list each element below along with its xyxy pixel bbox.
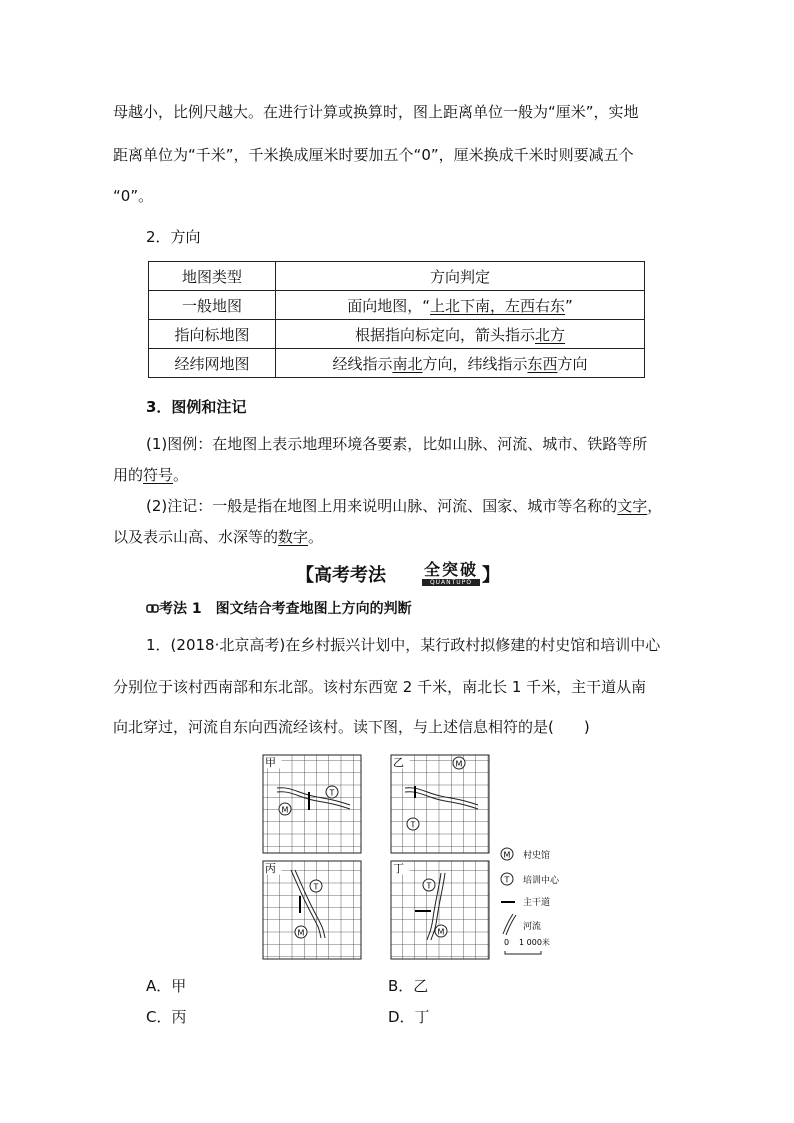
training-center-icon: T xyxy=(426,881,432,891)
paragraph-line: (2)注记：一般是指在地图上用来说明山脉、河流、国家、城市等名称的文字， xyxy=(146,497,663,515)
museum-icon: M xyxy=(455,759,463,769)
map-label: 甲 xyxy=(265,756,276,769)
training-center-icon: T xyxy=(313,882,319,892)
map-legend xyxy=(501,848,560,954)
section-heading: 3．图例和注记 xyxy=(146,398,247,416)
map-label: 丁 xyxy=(393,862,404,875)
paragraph-line: 母越小，比例尺越大。在进行计算或换算时，图上距离单位一般为“厘米”，实地 xyxy=(113,103,639,121)
table-cell: 经纬网地图 xyxy=(149,349,276,378)
map-ding xyxy=(391,861,489,959)
scale-bar xyxy=(505,951,541,954)
paragraph-line: 距离单位为“千米”，千米换成厘米时要加五个“0”，厘米换成千米时则要减五个 xyxy=(113,146,634,164)
legend-museum: 村史馆 xyxy=(523,851,551,861)
table-header-cell: 地图类型 xyxy=(149,262,276,291)
table-cell: 根据指向标定向，箭头指示北方 xyxy=(276,320,645,349)
table-cell: 指向标地图 xyxy=(149,320,276,349)
option-d: D．丁 xyxy=(388,1008,430,1026)
table-row xyxy=(149,349,645,378)
option-b: B．乙 xyxy=(388,977,429,995)
museum-icon: M xyxy=(437,927,445,937)
museum-icon: M xyxy=(503,850,511,860)
paragraph-line: 用的符号。 xyxy=(113,466,189,484)
question-line: 分别位于该村西南部和东北部。该村东西宽 2 千米，南北长 1 千米，主干道从南 xyxy=(113,678,647,696)
method-heading: 考法 1 图文结合考查地图上方向的判断 xyxy=(146,598,412,618)
training-center-icon: T xyxy=(410,820,416,830)
question-line: 1．(2018·北京高考)在乡村振兴计划中，某行政村拟修建的村史馆和培训中心 xyxy=(146,636,661,654)
table-header-cell: 方向判定 xyxy=(276,262,645,291)
table-row xyxy=(149,320,645,349)
table-cell: 一般地图 xyxy=(149,291,276,320)
legend-road: 主干道 xyxy=(523,898,551,908)
option-a: A．甲 xyxy=(146,977,187,995)
legend-river: 河流 xyxy=(523,922,542,932)
question-line: 向北穿过，河流自东向西流经该村。读下图，与上述信息相符的是( ) xyxy=(113,718,590,736)
scale-zero: 0 xyxy=(504,938,510,947)
paragraph-line: (1)图例：在地图上表示地理环境各要素，比如山脉、河流、城市、铁路等所 xyxy=(146,435,648,453)
museum-icon: M xyxy=(297,928,305,938)
map-jia xyxy=(263,755,361,853)
banner-seal: 全突破 QUANTUPO xyxy=(423,560,478,586)
map-label: 丙 xyxy=(265,862,276,875)
table-header-row xyxy=(149,262,645,291)
table-row xyxy=(149,291,645,320)
map-bing xyxy=(263,861,361,959)
village-maps-figure xyxy=(255,748,575,960)
section-heading: 2．方向 xyxy=(146,228,201,246)
museum-icon: M xyxy=(281,805,289,815)
section-banner: 【高考考法 全突破 QUANTUPO 】 xyxy=(296,560,500,586)
training-center-icon: T xyxy=(329,788,335,798)
legend-training: 培训中心 xyxy=(523,876,560,886)
scale-value: 1 000米 xyxy=(519,938,550,947)
training-center-icon: T xyxy=(504,875,510,885)
table-cell: 经线指示南北方向，纬线指示东西方向 xyxy=(276,349,645,378)
paragraph-line: “0”。 xyxy=(113,187,154,205)
table-cell: 面向地图，“上北下南，左西右东” xyxy=(276,291,645,320)
option-c: C．丙 xyxy=(146,1008,187,1026)
chain-icon xyxy=(146,602,159,615)
map-label: 乙 xyxy=(393,756,404,769)
direction-table xyxy=(148,261,645,378)
map-yi xyxy=(391,755,489,853)
paragraph-line: 以及表示山高、水深等的数字。 xyxy=(113,528,324,546)
